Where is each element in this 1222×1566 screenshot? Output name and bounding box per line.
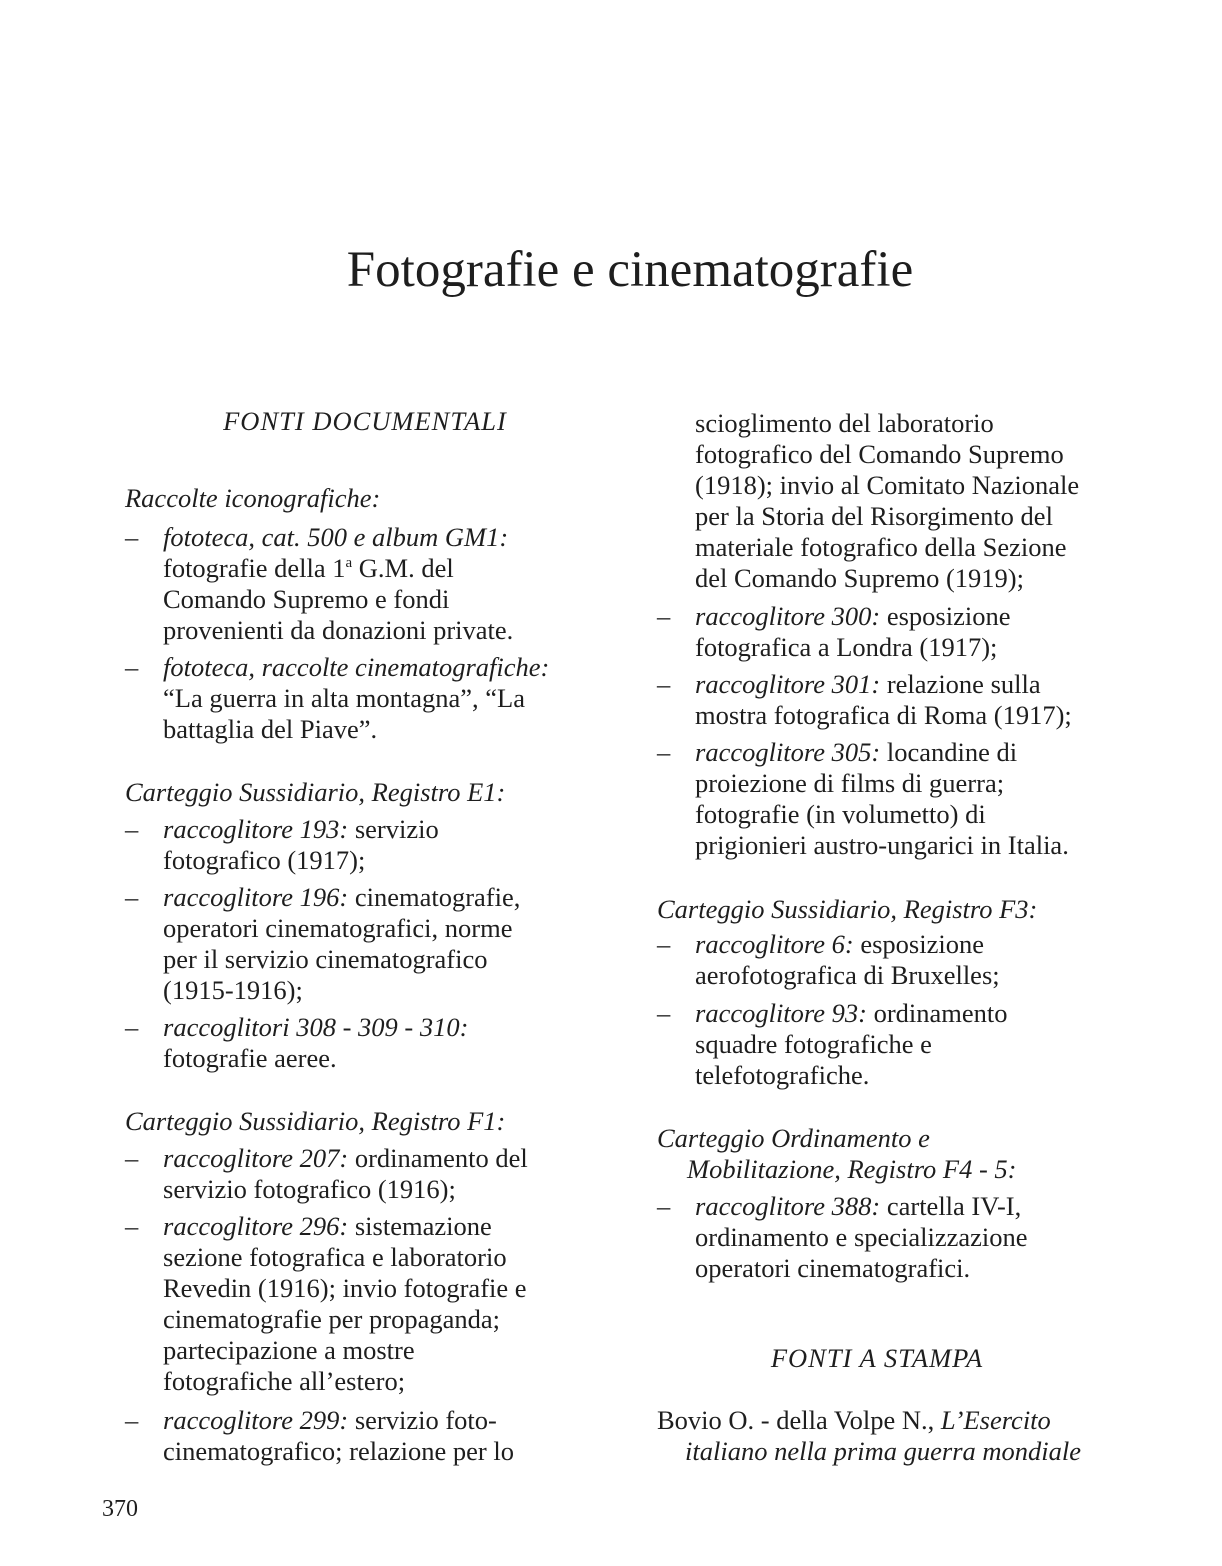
entry-text: fotografico (1917); [163, 845, 366, 875]
entry-fototeca-cinematografiche [125, 652, 605, 745]
entry-text: (1918); invio al Comitato Nazionale [695, 470, 1080, 500]
section-heading-fonti-a-stampa: FONTI A STAMPA [770, 1343, 984, 1373]
entry-raccoglitore-301 [657, 669, 1137, 731]
entry-text: servizio foto- [348, 1405, 497, 1435]
entry-text: ordinamento e specializzazione [695, 1222, 1028, 1252]
dash-marker: – [657, 737, 671, 767]
group-title-line: Mobilitazione, Registro F4 - 5: [687, 1154, 1017, 1184]
dash-marker: – [657, 601, 671, 631]
superscript: a [345, 555, 353, 572]
entry-text: proiezione di films di guerra; [695, 768, 1005, 798]
bibliography-authors: Bovio O. - della Volpe N., [657, 1405, 941, 1435]
entry-text: mostra fotografica di Roma (1917); [695, 700, 1072, 730]
entry-text: sezione fotografica e laboratorio [163, 1242, 507, 1272]
entry-label: raccoglitore 196: [163, 882, 349, 912]
entry-raccoglitore-296 [125, 1211, 605, 1397]
entry-label: fototeca, raccolte cinematografiche: [163, 652, 550, 682]
entry-text: prigionieri austro-ungarici in Italia. [695, 830, 1069, 860]
entry-label: raccoglitori 308 - 309 - 310: [163, 1012, 469, 1042]
entry-text: fotografico del Comando Supremo [695, 439, 1064, 469]
entry-text: cartella IV-I, [880, 1191, 1022, 1221]
entry-label: raccoglitore 305: [695, 737, 881, 767]
group-title-registro-e1: Carteggio Sussidiario, Registro E1: [125, 777, 506, 807]
entry-raccoglitore-300 [657, 601, 1137, 663]
entry-text: servizio fotografico (1916); [163, 1174, 456, 1204]
entry-text: ordinamento [866, 998, 1008, 1028]
bibliography-title: L’Esercito [940, 1405, 1051, 1435]
bibliography-entry [657, 1405, 1137, 1467]
entry-label: raccoglitore 300: [695, 601, 881, 631]
entry-text: fotografie aeree. [163, 1043, 337, 1073]
group-title-registro-f1: Carteggio Sussidiario, Registro F1: [125, 1106, 506, 1136]
dash-marker: – [125, 1143, 139, 1173]
page-number: 370 [102, 1496, 138, 1522]
entry-text: squadre fotografiche e [695, 1029, 932, 1059]
entry-text: fotografie della 1 [163, 553, 346, 583]
entry-raccoglitore-388 [657, 1191, 1137, 1284]
dash-marker: – [125, 882, 139, 912]
entry-text: aerofotografica di Bruxelles; [695, 960, 1000, 990]
entry-text: fotografica a Londra (1917); [695, 632, 998, 662]
entry-text: esposizione [880, 601, 1011, 631]
bibliography-title: italiano nella prima guerra mondiale [685, 1436, 1082, 1466]
entry-label: raccoglitore 6: [695, 929, 854, 959]
entry-raccoglitore-6 [657, 929, 1137, 991]
group-title-line: Carteggio Ordinamento e [657, 1123, 930, 1153]
entry-text: operatori cinematografici, norme [163, 913, 513, 943]
entry-text: provenienti da donazioni private. [163, 615, 514, 645]
entry-raccoglitore-299 [125, 1405, 605, 1467]
entry-text: cinematografico; relazione per lo [163, 1436, 514, 1466]
entry-label: fototeca, cat. 500 e album GM1: [163, 522, 509, 552]
entry-text: ordinamento del [348, 1143, 528, 1173]
section-heading-fonti-documentali: FONTI DOCUMENTALI [223, 406, 507, 436]
entry-raccoglitori-308-309-310 [125, 1012, 605, 1074]
entry-text: cinematografie per propaganda; [163, 1304, 500, 1334]
entry-label: raccoglitore 207: [163, 1143, 349, 1173]
entry-text: Revedin (1916); invio fotografie e [163, 1273, 527, 1303]
entry-text: scioglimento del laboratorio [695, 408, 994, 438]
dash-marker: – [125, 1012, 139, 1042]
dash-marker: – [657, 1191, 671, 1221]
entry-fototeca-gm1 [125, 522, 605, 646]
entry-text: per la Storia del Risorgimento del [695, 501, 1053, 531]
dash-marker: – [125, 652, 139, 682]
entry-text: del Comando Supremo (1919); [695, 563, 1024, 593]
page-title: Fotografie e cinematografie [346, 242, 914, 298]
entry-text: cinematografie, [348, 882, 521, 912]
entry-text: partecipazione a mostre [163, 1335, 415, 1365]
dash-marker: – [125, 1405, 139, 1435]
entry-raccoglitore-207 [125, 1143, 605, 1205]
entry-raccoglitore-193 [125, 814, 605, 876]
entry-text: relazione sulla [880, 669, 1041, 699]
entry-raccoglitore-93 [657, 998, 1137, 1091]
entry-text: G.M. del [352, 553, 454, 583]
entry-raccoglitore-196 [125, 882, 605, 1006]
entry-text: fotografie (in volumetto) di [695, 799, 986, 829]
entry-text: telefotografiche. [695, 1060, 870, 1090]
entry-text: battaglia del Piave”. [163, 714, 378, 744]
dash-marker: – [125, 1211, 139, 1241]
dash-marker: – [657, 998, 671, 1028]
entry-label: raccoglitore 193: [163, 814, 349, 844]
entry-text: materiale fotografico della Sezione [695, 532, 1067, 562]
entry-label: raccoglitore 296: [163, 1211, 349, 1241]
entry-text: locandine di [880, 737, 1018, 767]
entry-text: operatori cinematografici. [695, 1253, 971, 1283]
group-title-raccolte-iconografiche: Raccolte iconografiche: [125, 483, 381, 513]
entry-label: raccoglitore 299: [163, 1405, 349, 1435]
entry-text: fotografiche all’estero; [163, 1366, 406, 1396]
entry-text: Comando Supremo e fondi [163, 584, 450, 614]
dash-marker: – [125, 814, 139, 844]
group-title-registro-f3: Carteggio Sussidiario, Registro F3: [657, 894, 1038, 924]
dash-marker: – [125, 522, 139, 552]
entry-text: sistemazione [348, 1211, 492, 1241]
entry-text: “La guerra in alta montagna”, “La [163, 683, 525, 713]
dash-marker: – [657, 929, 671, 959]
entry-text: esposizione [853, 929, 984, 959]
entry-raccoglitore-299-continued [657, 408, 1137, 594]
group-title-registro-f4-5 [657, 1123, 1137, 1185]
entry-label: raccoglitore 388: [695, 1191, 881, 1221]
entry-raccoglitore-305 [657, 737, 1137, 861]
entry-label: raccoglitore 93: [695, 998, 867, 1028]
entry-text: (1915-1916); [163, 975, 303, 1005]
dash-marker: – [657, 669, 671, 699]
entry-text: per il servizio cinematografico [163, 944, 488, 974]
entry-label: raccoglitore 301: [695, 669, 881, 699]
entry-text: servizio [348, 814, 439, 844]
